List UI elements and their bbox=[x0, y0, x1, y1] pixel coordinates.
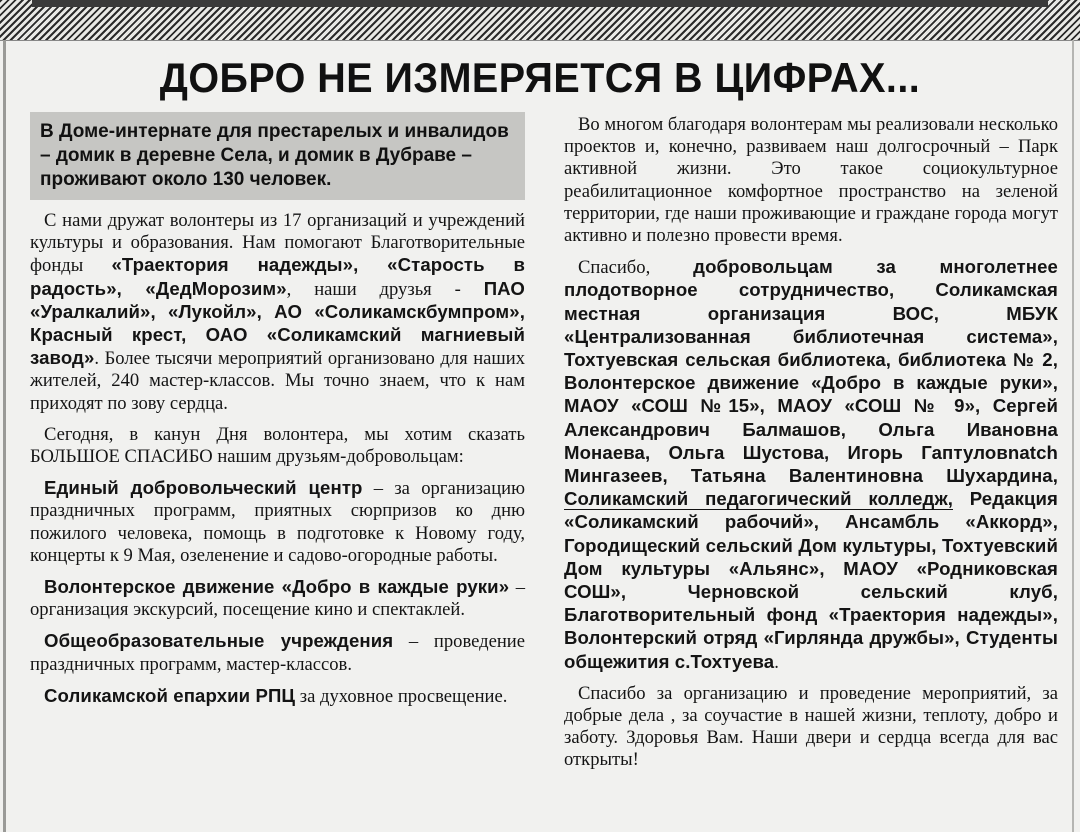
paragraph-projects: Во многом благодаря волонтерам мы реализовали несколько проектов и, конечно, развиваем наш долгосрочный – Парк активной жизни. Это такое социокультурное реабилитационное комфортное пространство на зеленой территории, где наши проживающие и граждане города могут активно и полезно провести время. bbox=[564, 114, 1059, 247]
underlined-college: Соликамский педагогический колледж, bbox=[564, 488, 953, 510]
paragraph-volunteers: С нами дружат волонтеры из 17 организаций и учреждений культуры и образования. Нам помогают Благотворительные фонды «Траектория надежды», «Старость в радость», «ДедМорозим», наши друзья - ПАО «Уралкалий», «Лукойл», АО «Соликамскбумпром», Красный крест, ОАО «Соликамский магниевый завод». Более тысячи мероприятий организовано для наших жителей, 240 мастер-классов. Мы точно знаем, что к нам приходят по зову сердца. bbox=[30, 210, 525, 414]
left-column bbox=[30, 112, 525, 717]
paragraph-closing: Спасибо за организацию и проведение мероприятий, за добрые дела , за соучастие в нашей жизни, теплоту, добро и заботу. Здоровья Вам. Наши двери и сердца всегда для вас открыты! bbox=[564, 682, 1058, 771]
top-rule bbox=[32, 0, 1048, 7]
paragraph-volunteer-center: Единый добровольческий центр – за организацию праздничных программ, приятных сюрпризов ко дню пожилого человека, помощь в подготовке к Новому году, концерты к 9 Мая, озеленение и садово-огородные работы. bbox=[30, 477, 525, 566]
article-headline: ДОБРО НЕ ИЗМЕРЯЕТСЯ В ЦИФРАХ... bbox=[159, 54, 921, 101]
left-margin-rule bbox=[3, 40, 6, 832]
right-margin-rule bbox=[1072, 40, 1074, 832]
paragraph-schools: Общеобразовательные учреждения – проведение праздничных программ, мастер-классов. bbox=[30, 630, 525, 675]
right-column bbox=[564, 112, 1058, 781]
paragraph-volunteer-movement: Волонтерское движение «Добро в каждые руки» – организация экскурсий, посещение кино и спектаклей. bbox=[30, 576, 525, 621]
paragraph-eparchy: Соликамской епархии РПЦ за духовное просвещение. bbox=[44, 684, 508, 707]
paragraph-thanks-list: Спасибо, добровольцам за многолетнее плодотворное сотрудничество, Соликамская местная организация ВОС, МБУК «Централизованная библиотечная система», Тохтуевская сельская библиотека, библиотека № 2, Волонтерское движение «Добро в каждые руки», МАОУ «СОШ №15», МАОУ «СОШ № 9», Сергей Александрович Балмашов, Ольга Ивановна Монаева, Ольга Шустова, Игорь Гаптуловnatch Мингазеев, Татьяна Валентиновна Шухардина, Соликамский педагогический колледж, Редакция «Соликамский рабочий», Ансамбль «Аккорд», Городищеский сельский Дом культуры, Тохтуевский Дом культуры «Альянс», МАОУ «Родниковская СОШ», Черновской сельский клуб, Благотворительный фонд «Траектория надежды», Волонтерский отряд «Гирлянда дружбы», Студенты общежития с.Тохтуева. bbox=[564, 256, 1058, 673]
top-hatched-band bbox=[0, 0, 1080, 41]
paragraph-thanks-intro: Сегодня, в канун Дня волонтера, мы хотим сказать БОЛЬШОЕ СПАСИБО нашим друзьям-добровольцам: bbox=[30, 423, 525, 468]
lead-box: В Доме-интернате для престарелых и инвалидов – домик в деревне Села, и домик в Дубраве – проживают около 130 человек. bbox=[30, 112, 525, 200]
